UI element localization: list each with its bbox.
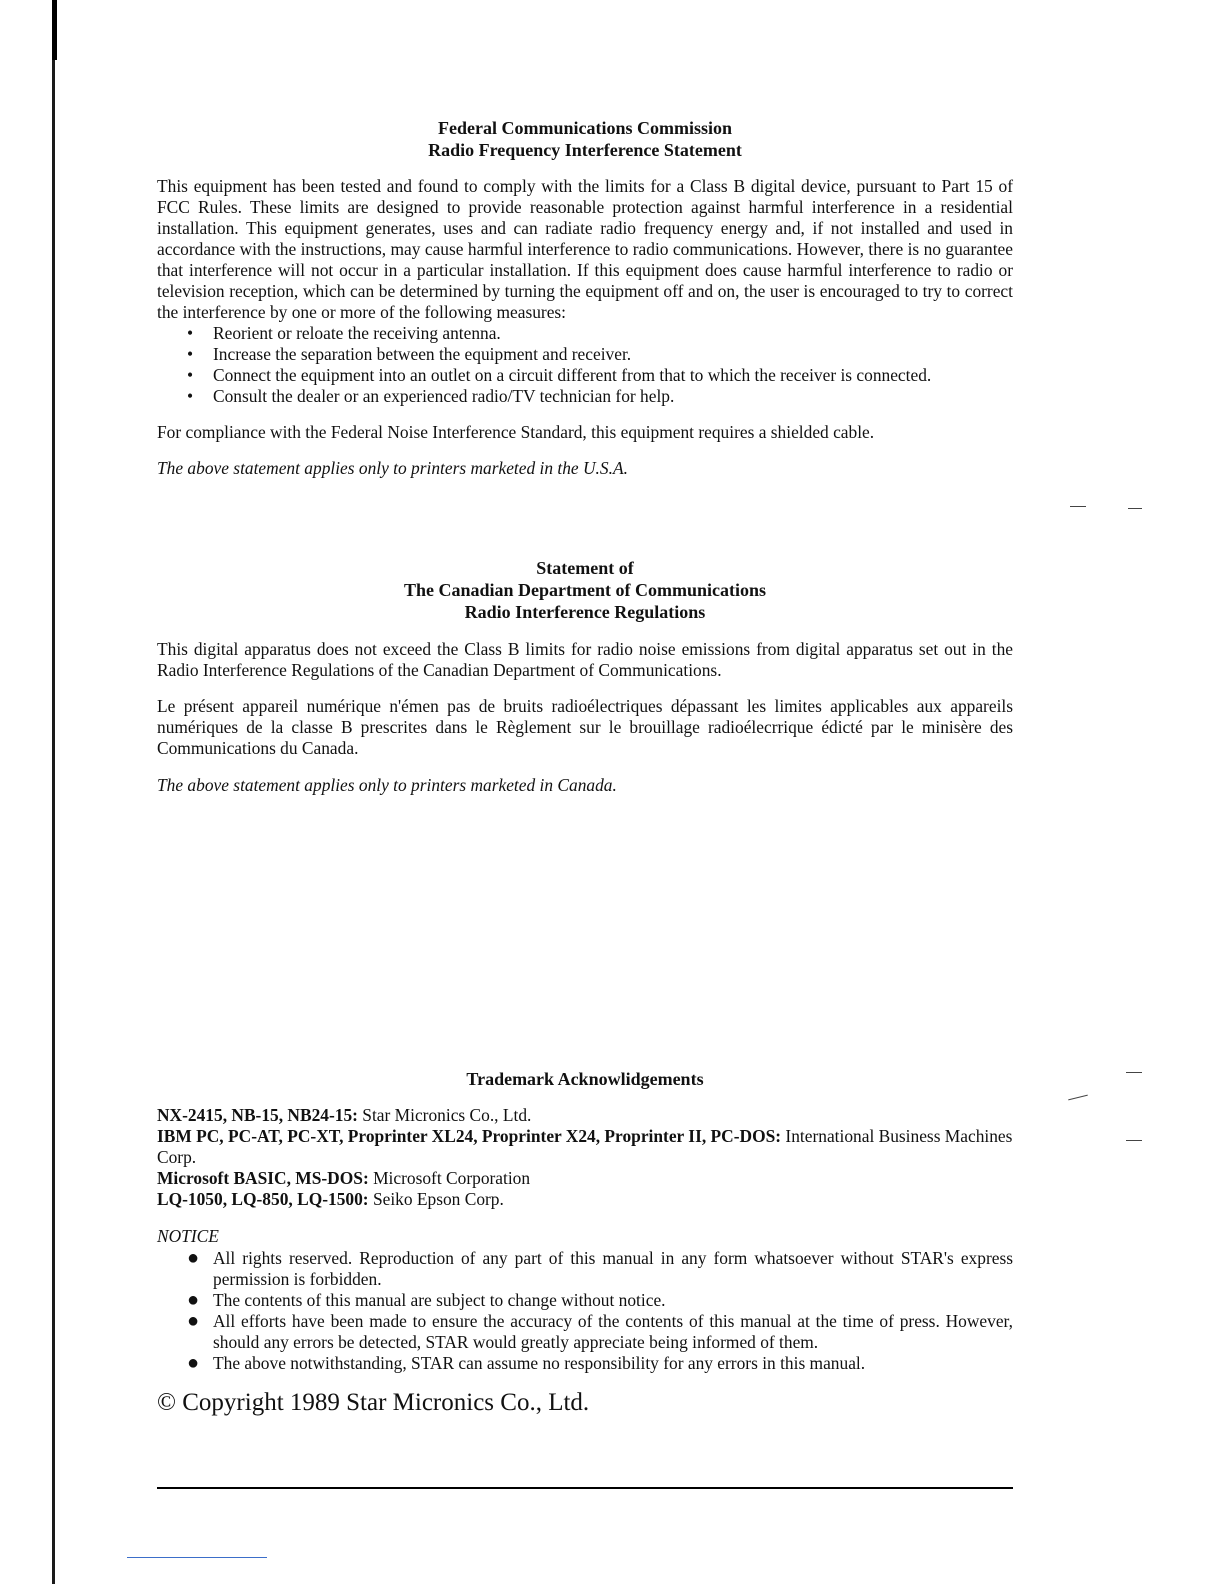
fcc-title-line2: Radio Frequency Interference Statement [428,140,742,160]
list-item: • Increase the separation between the equipment and receiver. [187,344,632,364]
scan-mark [1068,1095,1088,1101]
fcc-title-line1: Federal Communications Commission [438,118,732,138]
trademark-item: NX-2415, NB-15, NB24-15: Star Micronics Co., Ltd. [157,1105,532,1125]
canada-title-line3: Radio Interference Regulations [464,602,706,622]
fcc-compliance: For compliance with the Federal Noise Interference Standard, this equipment requires a shielded cable. [157,422,875,442]
canada-section [157,557,1013,796]
notice-section [157,1226,1013,1418]
canada-applies-note: The above statement applies only to printers marketed in Canada. [157,775,617,795]
notice-list [157,1248,1013,1374]
list-item: • Connect the equipment into an outlet on a circuit different from that to which the receiver is connected. [187,365,932,385]
bullet-icon: • [187,344,194,364]
copyright-line: © Copyright 1989 Star Micronics Co., Ltd. [157,1389,590,1416]
bullet-icon: ● [187,1289,200,1311]
trademark-item: LQ-1050, LQ-850, LQ-1500: Seiko Epson Corp. [157,1189,504,1209]
bullet-icon: ● [187,1310,200,1332]
fcc-section [157,117,1013,479]
bullet-icon: ● [187,1247,200,1269]
trademark-item: Microsoft BASIC, MS-DOS: Microsoft Corporation [157,1168,531,1188]
fcc-measures-list [157,323,1013,407]
scan-mark [1126,1072,1142,1073]
canada-paragraph-fr: Le présent appareil numérique n'émen pas de bruits radioélectriques dépassant les limites applicables aux appareils numériques de la classe B prescrites dans le Règlement sur le brouillage radioélecrrique édicté par le minisère des Communications du Canada. [157,696,1013,758]
scan-mark [1128,508,1142,509]
scan-mark [1070,506,1086,507]
fcc-applies-note: The above statement applies only to printers marketed in the U.S.A. [157,458,628,478]
trademark-list [157,1105,1013,1210]
scan-edge-mark [52,0,57,60]
list-item: ● All rights reserved. Reproduction of any part of this manual in any form whatsoever without STAR's express permission is forbidden. [187,1247,1013,1289]
bullet-icon: • [187,323,194,343]
scan-artifact-line [127,1557,267,1558]
canada-title-line2: The Canadian Department of Communications [403,580,766,600]
scan-mark [1126,1140,1142,1141]
bottom-rule [157,1487,1013,1489]
scan-edge-line [52,0,55,1584]
list-item: ● The contents of this manual are subject to change without notice. [187,1289,666,1311]
trademark-title: Trademark Acknowlidgements [466,1069,704,1089]
list-item: ● The above notwithstanding, STAR can assume no responsibility for any errors in this manual. [187,1352,866,1374]
list-item: • Reorient or reloate the receiving antenna. [187,323,501,343]
canada-title-line1: Statement of [536,558,634,578]
canada-paragraph-en: This digital apparatus does not exceed the Class B limits for radio noise emissions from digital apparatus set out in the Radio Interference Regulations of the Canadian Department of Communications. [157,639,1013,680]
fcc-paragraph: This equipment has been tested and found to comply with the limits for a Class B digital device, pursuant to Part 15 of FCC Rules. These limits are designed to provide reasonable protection against harmful interference in a residential installation. This equipment generates, uses and can radiate radio frequency energy and, if not installed and used in accordance with the instructions, may cause harmful interference to radio communications. However, there is no guarantee that interference will not occur in a particular installation. If this equipment does cause harmful interference to radio or television reception, which can be determined by turning the equipment off and on, the user is encouraged to try to correct the interference by one or more of the following measures: [157,176,1013,322]
list-item: • Consult the dealer or an experienced radio/TV technician for help. [187,386,675,406]
bullet-icon: • [187,365,194,385]
trademark-section [157,1068,1013,1210]
notice-label: NOTICE [157,1226,219,1246]
bullet-icon: ● [187,1352,200,1374]
bullet-icon: • [187,386,194,406]
list-item: ● All efforts have been made to ensure the accuracy of the contents of this manual at the time of press. However, should any errors be detected, STAR would greatly appreciate being informed of them. [187,1310,1013,1352]
trademark-item: IBM PC, PC-AT, PC-XT, Proprinter XL24, Proprinter X24, Proprinter II, PC-DOS: International Business Machines Corp. [157,1126,1013,1167]
